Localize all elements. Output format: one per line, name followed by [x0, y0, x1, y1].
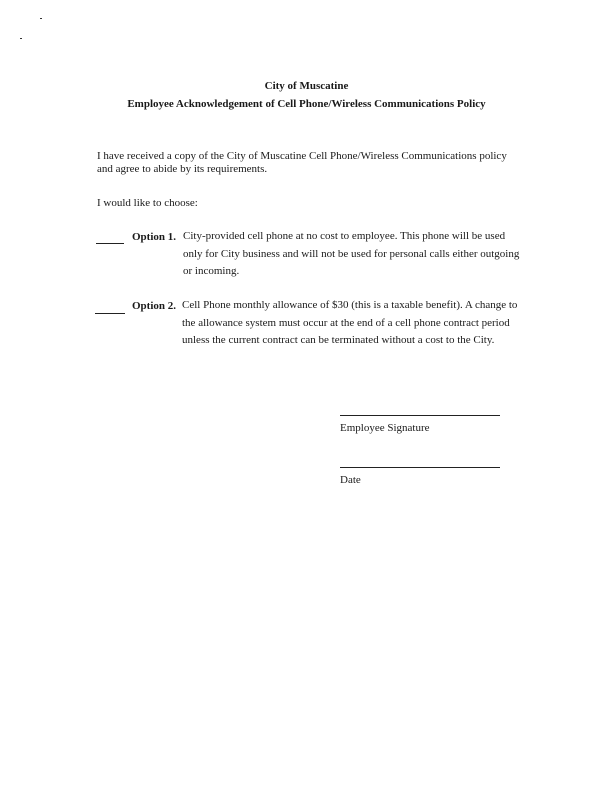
employee-signature-label: Employee Signature [340, 422, 430, 434]
acknowledgement-paragraph [97, 150, 507, 176]
scan-speck [40, 18, 42, 19]
employee-signature-line[interactable] [340, 415, 500, 416]
date-label: Date [340, 474, 361, 486]
option-1-line: City-provided cell phone at no cost to employee. This phone will be used [183, 230, 506, 242]
document-title: Employee Acknowledgement of Cell Phone/Wireless Communications Policy [127, 98, 486, 110]
choose-prompt: I would like to choose: [97, 197, 198, 209]
option-2-line: unless the current contract can be terminated without a cost to the City. [182, 334, 495, 346]
option-2-checkbox-line[interactable] [95, 313, 125, 314]
scan-speck [20, 38, 22, 39]
org-name: City of Muscatine [264, 80, 349, 92]
option-1-checkbox-line[interactable] [96, 243, 124, 244]
option-1-line: or incoming. [183, 265, 240, 277]
date-line[interactable] [340, 467, 500, 468]
option-2-label: Option 2. [132, 300, 177, 312]
option-2-text [182, 297, 527, 350]
option-2-line: Cell Phone monthly allowance of $30 (this is a taxable benefit). A change to [182, 299, 518, 311]
acknowledgement-line: I have received a copy of the City of Muscatine Cell Phone/Wireless Communications policy [97, 150, 507, 162]
acknowledgement-line: and agree to abide by its requirements. [97, 163, 268, 175]
option-1-line: only for City business and will not be used for personal calls either outgoing [183, 247, 520, 260]
option-2-line: the allowance system must occur at the end of a cell phone contract period [182, 316, 510, 329]
option-1-text [183, 228, 523, 281]
option-1-label: Option 1. [132, 231, 177, 243]
